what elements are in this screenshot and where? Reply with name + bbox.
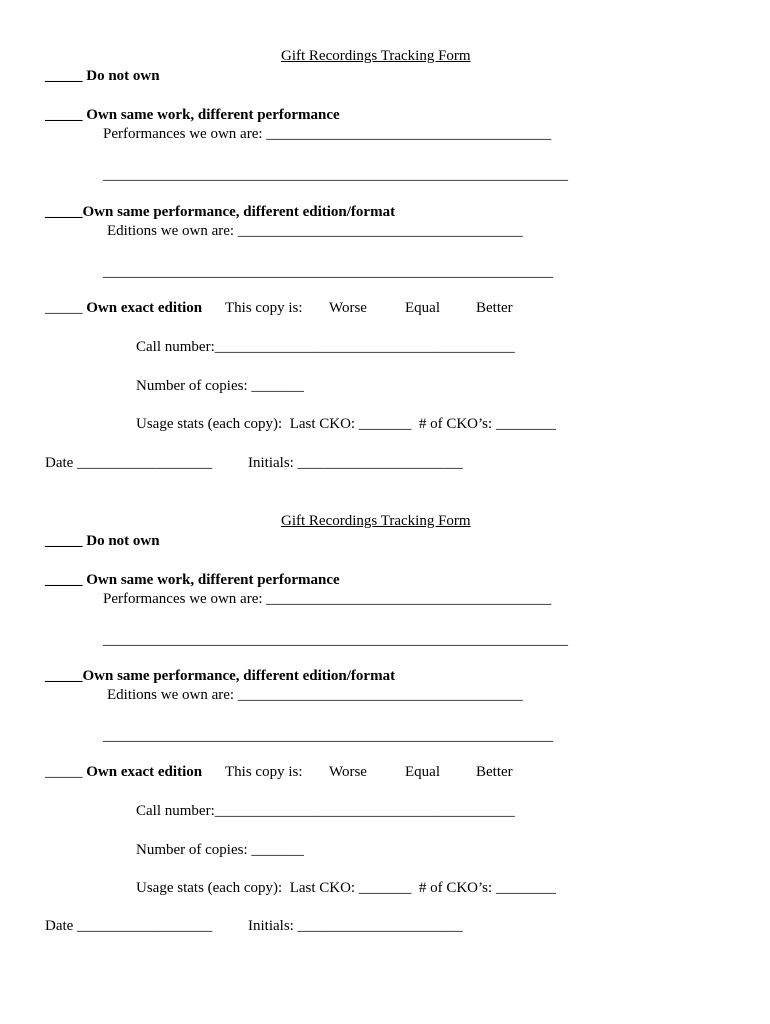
performances-owned-line: Performances we own are: ______________________________________ (103, 591, 552, 607)
call-number-line: Call number:________________________________________ (136, 803, 515, 819)
exact-edition-label: Own exact edition (86, 300, 203, 316)
same-work-label: Own same work, different performance (86, 107, 340, 123)
this-copy-label: This copy is: (225, 764, 303, 780)
initials-line: Initials: ______________________ (248, 455, 463, 471)
option-do-not-own: _____ Do not own (45, 68, 160, 84)
editions-owned-line-2: ____________________________________________________________ (103, 264, 553, 280)
this-copy-label: This copy is: (225, 300, 303, 316)
rating-equal: Equal (405, 764, 440, 780)
usage-stats-line: Usage stats (each copy): Last CKO: _______ # of CKO’s: ________ (136, 880, 556, 896)
option-same-performance: _____Own same performance, different edition/format (45, 668, 396, 684)
tracking-form-1 (0, 0, 770, 471)
performances-owned-line-2: ______________________________________________________________ (103, 632, 568, 648)
same-work-label: Own same work, different performance (86, 572, 340, 588)
editions-owned-line: Editions we own are: ______________________________________ (107, 223, 523, 239)
form-title: Gift Recordings Tracking Form (281, 513, 471, 529)
rating-worse: Worse (329, 764, 367, 780)
date-line: Date __________________ (45, 918, 213, 934)
date-line: Date __________________ (45, 455, 213, 471)
option-exact-edition (45, 763, 202, 781)
exact-blank: _____ (45, 764, 83, 780)
performances-owned-line: Performances we own are: ______________________________________ (103, 126, 552, 142)
number-of-copies-line: Number of copies: _______ (136, 842, 304, 858)
same-work-blank: _____ (45, 107, 83, 123)
option-same-work (45, 571, 340, 589)
option-same-work (45, 106, 340, 124)
rating-worse: Worse (329, 300, 367, 316)
form-title: Gift Recordings Tracking Form (281, 48, 471, 64)
performances-owned-line-2: ______________________________________________________________ (103, 167, 568, 183)
rating-better: Better (476, 300, 513, 316)
exact-edition-label: Own exact edition (86, 764, 203, 780)
initials-line: Initials: ______________________ (248, 918, 463, 934)
option-same-performance: _____Own same performance, different edition/format (45, 204, 396, 220)
editions-owned-line-2: ____________________________________________________________ (103, 728, 553, 744)
option-exact-edition (45, 299, 202, 317)
number-of-copies-line: Number of copies: _______ (136, 378, 304, 394)
usage-stats-line: Usage stats (each copy): Last CKO: _______ # of CKO’s: ________ (136, 416, 556, 432)
same-work-blank: _____ (45, 572, 83, 588)
exact-blank: _____ (45, 300, 83, 316)
rating-equal: Equal (405, 300, 440, 316)
tracking-form-2 (0, 464, 770, 934)
call-number-line: Call number:________________________________________ (136, 339, 515, 355)
rating-better: Better (476, 764, 513, 780)
editions-owned-line: Editions we own are: ______________________________________ (107, 687, 523, 703)
option-do-not-own: _____ Do not own (45, 533, 160, 549)
